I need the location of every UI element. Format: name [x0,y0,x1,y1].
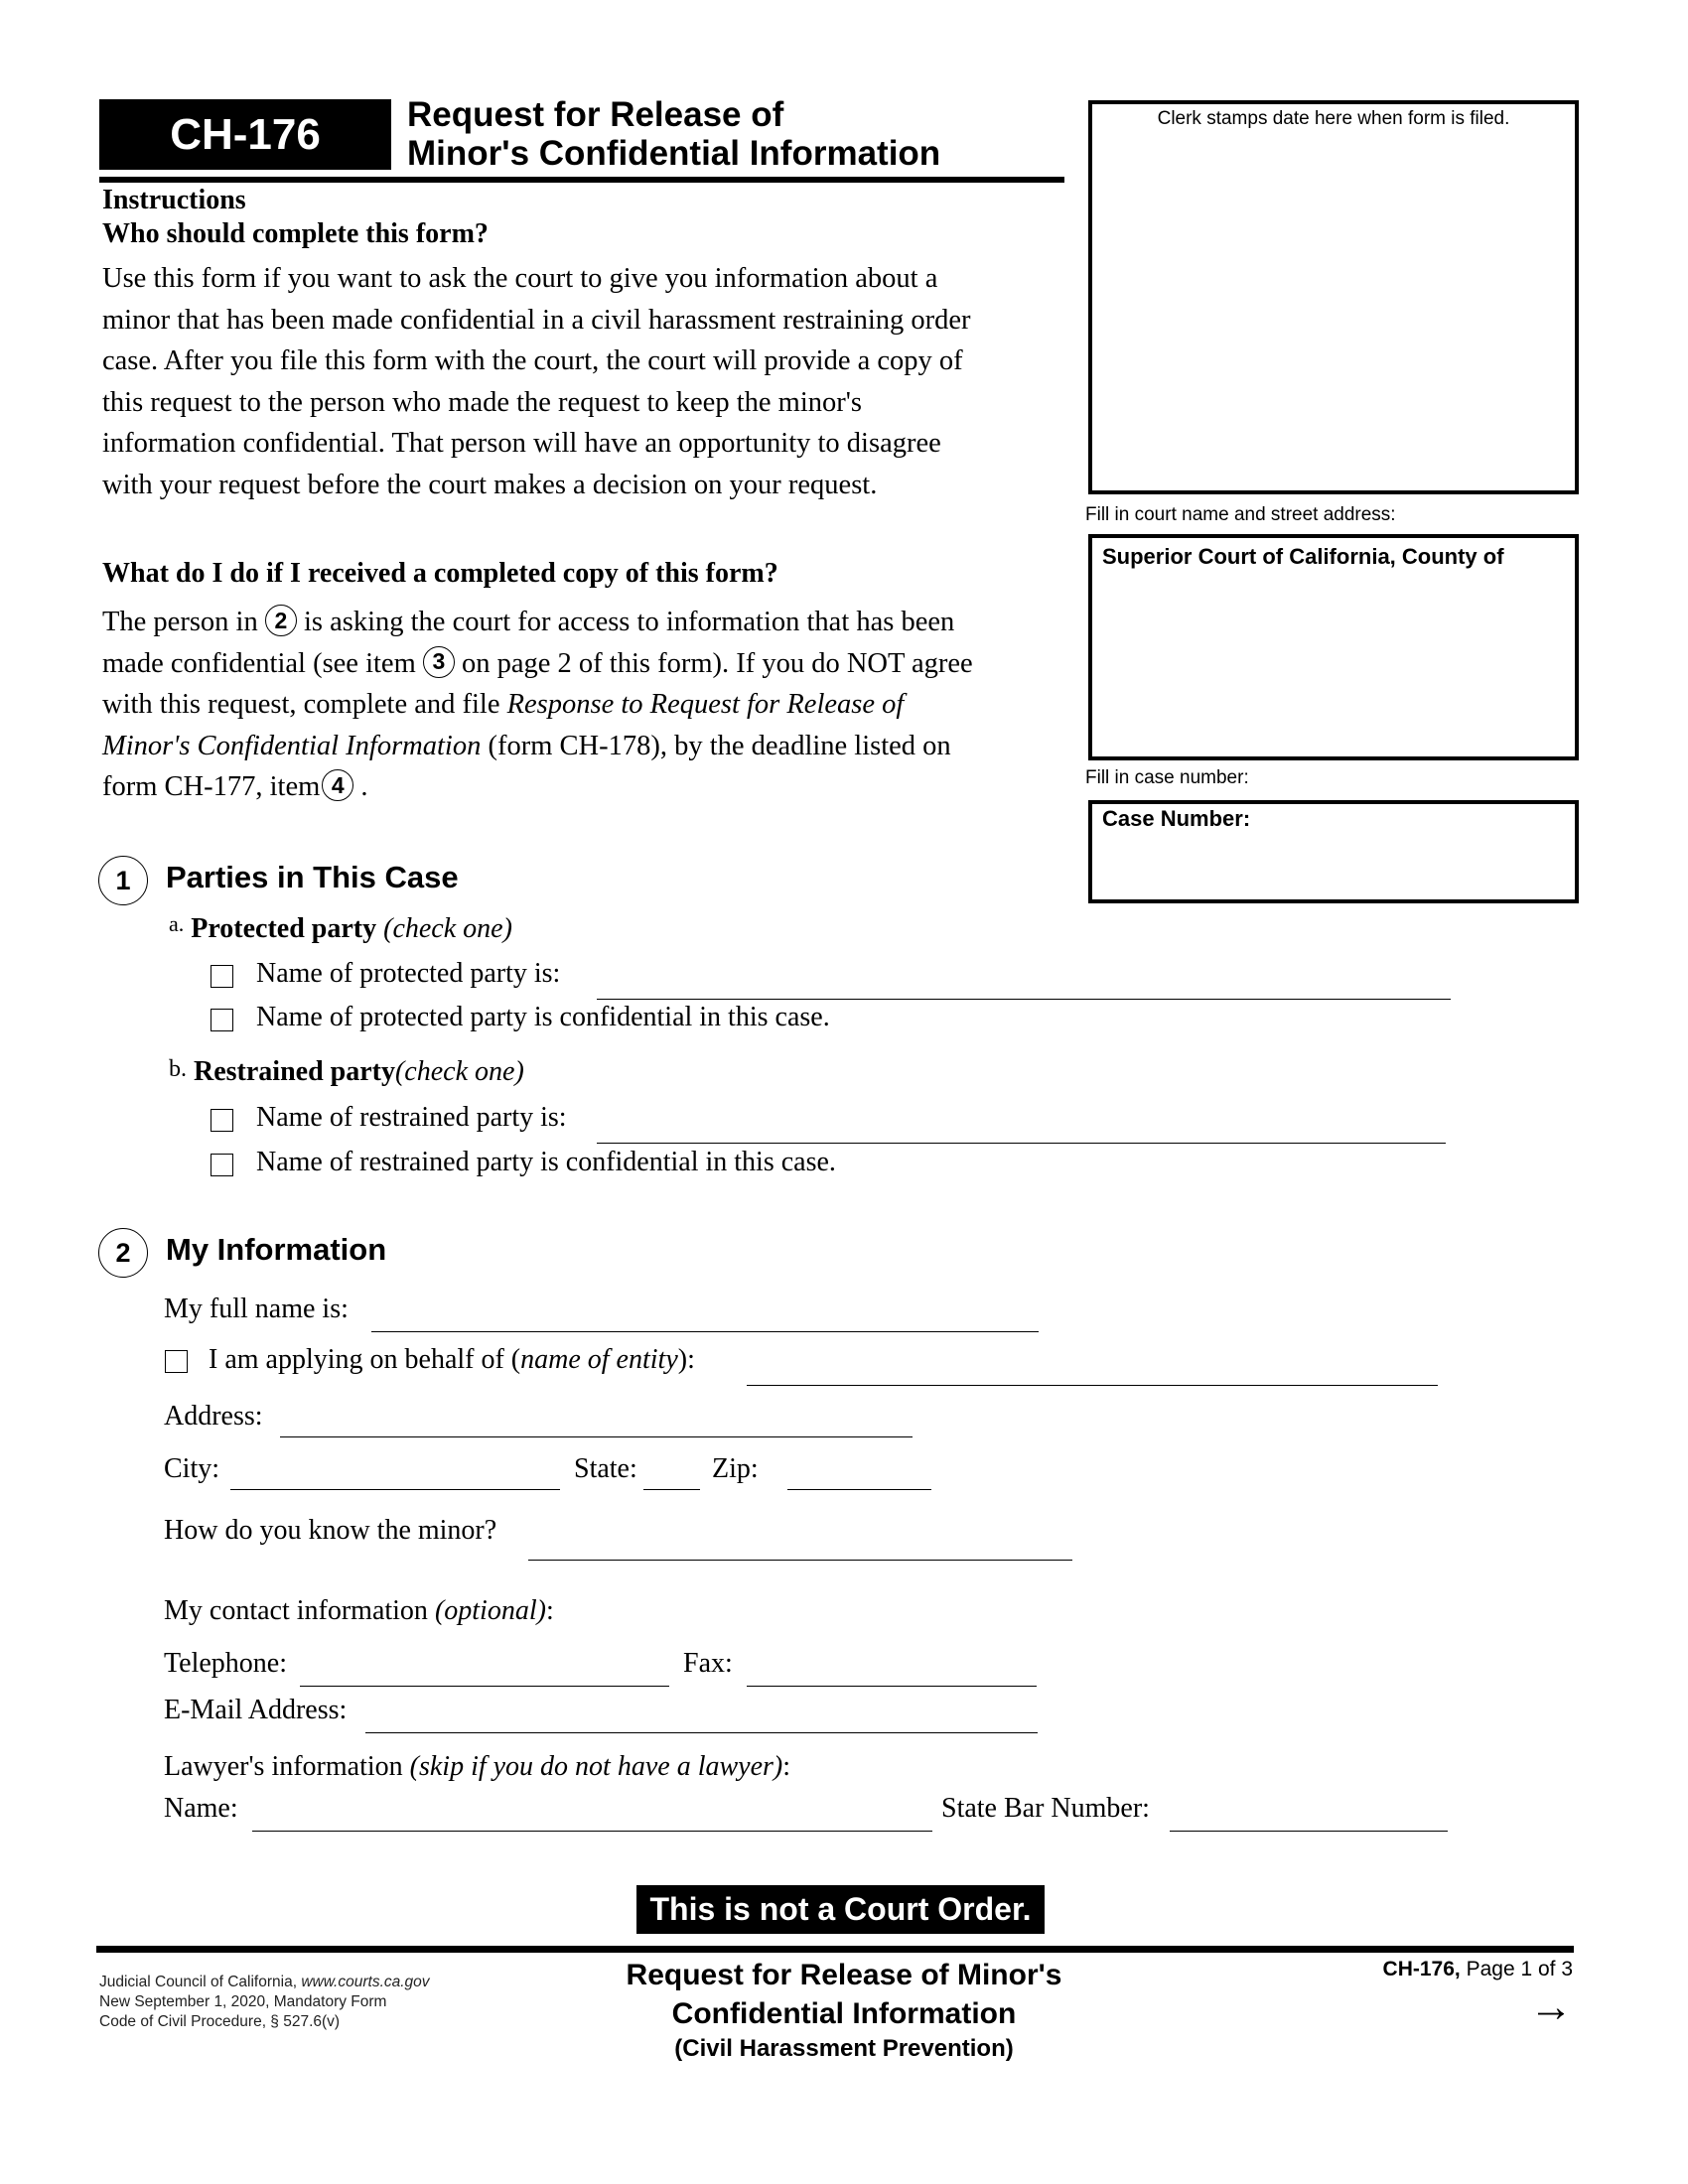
header-rule [99,177,1064,183]
restrained-confidential-label: Name of restrained party is confidential in this case. [256,1147,836,1177]
subitem-title: Restrained party [194,1056,395,1087]
text-italic: (skip if you do not have a lawyer) [409,1751,783,1782]
para-line [102,602,1075,643]
court-name-field[interactable] [1088,534,1579,760]
item-3-ref-icon: 3 [423,646,455,678]
para-line: Use this form if you want to ask the court to give you information about a [102,263,938,294]
fax-input[interactable] [747,1686,1037,1687]
text: I am applying on behalf of ( [209,1344,521,1375]
who-should-complete-heading: Who should complete this form? [102,218,489,249]
footer-subtitle: (Civil Harassment Prevention) [674,2035,1014,2062]
footer-title-line2: Confidential Information [671,1997,1017,2030]
state-bar-number-label: State Bar Number: [941,1793,1150,1824]
address-label: Address: [164,1401,263,1432]
footer-form-id: CH-176, [1382,1958,1461,1980]
para-line [102,726,1075,767]
restrained-name-checkbox[interactable] [211,1109,233,1132]
para-line [102,643,1075,685]
case-number-field[interactable] [1088,800,1579,903]
protected-confidential-label: Name of protected party is confidential in this case. [256,1002,830,1032]
para-line [102,684,1075,726]
next-page-arrow-icon[interactable]: → [1529,1982,1573,2031]
full-name-label: My full name is: [164,1294,349,1324]
full-name-input[interactable] [371,1331,1039,1332]
text: . [360,771,368,802]
section-1-title: Parties in This Case [166,860,459,894]
footer-page-info [1383,1956,1573,2029]
subitem-hint: (check one) [394,1056,524,1087]
state-input[interactable] [643,1489,700,1490]
form-reference-italic: Response to Request for Release of [506,689,905,720]
text: (form CH-178), by the deadline listed on [488,730,951,761]
form-id-badge [99,99,391,170]
telephone-input[interactable] [300,1686,669,1687]
para-line: with your request before the court makes a decision on your request. [102,469,878,500]
page-indicator: Page 1 of 3 [1466,1958,1573,1980]
text: : [782,1751,791,1782]
text: Lawyer's information [164,1751,403,1782]
contact-info-heading [164,1595,554,1627]
text: with this request, complete and file [102,689,500,720]
footer-title [556,1956,1132,2065]
how-know-minor-label: How do you know the minor? [164,1515,497,1546]
section-2-number-icon [98,1228,148,1278]
protected-party-heading [169,913,512,945]
text: My contact information [164,1595,428,1626]
form-title-line1: Request for Release of [407,95,784,134]
how-know-minor-input[interactable] [528,1560,1072,1561]
text: ): [677,1344,695,1375]
clerk-stamp-box [1088,100,1579,494]
form-id: CH-176 [170,109,321,159]
footer-line: Code of Civil Procedure, § 527.6(v) [99,2013,341,2030]
address-input[interactable] [280,1436,913,1437]
para-line: information confidential. That person will have an opportunity to disagree [102,428,941,459]
court-name-prefill: Superior Court of California, County of [1102,544,1504,569]
entity-name-input[interactable] [747,1385,1438,1386]
case-number-label: Fill in case number: [1085,767,1249,788]
section-number: 2 [115,1237,131,1268]
footer-line: New September 1, 2020, Mandatory Form [99,1993,387,2010]
footer-rule [96,1946,1574,1953]
who-should-complete-paragraph [102,258,1075,505]
email-input[interactable] [365,1732,1038,1733]
text: : [545,1595,554,1626]
para-line: this request to the person who made the request to keep the minor's [102,386,862,418]
not-court-order-banner [636,1885,1045,1934]
lawyer-name-input[interactable] [252,1831,932,1832]
behalf-of-checkbox[interactable] [165,1350,188,1373]
text: made confidential (see item [102,647,416,679]
state-bar-number-input[interactable] [1170,1831,1448,1832]
para-line: case. After you file this form with the court, the court will provide a copy of [102,345,963,376]
subitem-label: b. [169,1056,187,1082]
section-1-number-icon [98,856,148,905]
zip-label: Zip: [712,1453,759,1484]
clerk-stamp-label: Clerk stamps date here when form is filed. [1157,108,1510,129]
lawyer-name-label: Name: [164,1793,238,1824]
subitem-label: a. [169,911,185,936]
subitem-hint: (check one) [383,913,512,944]
fax-label: Fax: [683,1648,733,1679]
state-label: State: [574,1453,637,1484]
protected-name-checkbox[interactable] [211,965,233,988]
footer-form-info [99,1973,430,2032]
para-line: minor that has been made confidential in a civil harassment restraining order [102,304,971,336]
restrained-party-heading [169,1056,524,1088]
courts-website-link[interactable]: www.courts.ca.gov [301,1974,430,1990]
behalf-of-label [209,1344,695,1376]
restrained-name-label: Name of restrained party is: [256,1102,567,1133]
instructions-heading: Instructions [102,185,246,215]
text-italic: (optional) [434,1595,546,1626]
lawyer-info-heading [164,1751,790,1783]
section-number: 1 [115,865,131,895]
received-copy-paragraph [102,602,1075,808]
text: on page 2 of this form). If you do NOT agree [462,647,973,679]
protected-name-input[interactable] [597,999,1451,1000]
received-copy-heading: What do I do if I received a completed copy of this form? [102,558,778,589]
not-court-order-text: This is not a Court Order. [649,1891,1032,1927]
footer-line [99,1973,430,1992]
restrained-name-input[interactable] [597,1143,1446,1144]
para-line [102,766,1075,808]
item-4-ref-icon: 4 [322,769,353,801]
text-italic: name of entity [520,1344,678,1375]
court-name-label: Fill in court name and street address: [1085,504,1396,525]
city-label: City: [164,1453,220,1484]
text: is asking the court for access to information that has been [303,607,955,637]
case-number-prefill: Case Number: [1102,806,1251,831]
protected-confidential-checkbox[interactable] [211,1009,233,1031]
section-2-title: My Information [166,1232,387,1267]
protected-name-label: Name of protected party is: [256,958,561,989]
text: The person in [102,607,258,637]
form-reference-italic: Minor's Confidential Information [102,730,482,761]
text: form CH-177, item [102,771,321,802]
form-title [407,95,940,173]
telephone-label: Telephone: [164,1648,287,1679]
restrained-confidential-checkbox[interactable] [211,1154,233,1176]
footer-title-line1: Request for Release of Minor's [626,1959,1062,1991]
text: Judicial Council of California, [99,1974,298,1990]
email-label: E-Mail Address: [164,1695,348,1725]
item-2-ref-icon: 2 [265,605,297,636]
zip-input[interactable] [787,1489,931,1490]
form-title-line2: Minor's Confidential Information [407,134,941,173]
city-input[interactable] [230,1489,560,1490]
subitem-title: Protected party [191,913,377,944]
